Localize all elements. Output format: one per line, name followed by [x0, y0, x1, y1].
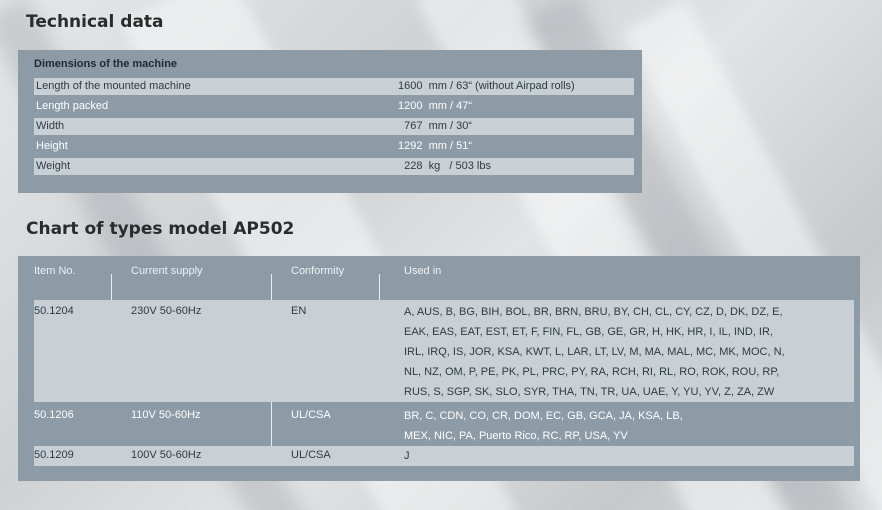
used-in-line: EAK, EAS, EAT, EST, ET, F, FIN, FL, GB, GE, GR, H, HK, HR, I, IL, IND, IR, — [404, 326, 773, 338]
used-in-line: NL, NZ, OM, P, PE, PK, PL, PRC, PY, RA, RCH, RI, RL, RO, ROK, ROU, RP, — [404, 366, 780, 378]
dimensions-panel — [18, 50, 642, 193]
dimension-label: Width — [36, 120, 65, 132]
used-in-line: RUS, S, SGP, SK, SLO, SYR, THA, TN, TR, UA, UAE, Y, YU, YV, Z, ZA, ZW — [404, 386, 775, 398]
dimension-value: 228 kg / 503 lbs — [398, 160, 491, 172]
conformity: UL/CSA — [291, 409, 331, 421]
current-supply: 100V 50-60Hz — [131, 449, 202, 461]
used-in-line: J — [404, 450, 410, 462]
technical-data-title: Technical data — [26, 12, 164, 32]
used-in-line: IRL, IRQ, IS, JOR, KSA, KWT, L, LAR, LT, LV, M, MA, MAL, MC, MK, MOC, N, — [404, 346, 785, 358]
dimension-label: Length of the mounted machine — [36, 80, 191, 92]
dimension-value: 1292 mm / 51“ — [398, 140, 472, 152]
item-number: 50.1206 — [34, 409, 74, 421]
header-item-no: Item No. — [34, 265, 76, 277]
dimensions-row — [34, 138, 634, 155]
header-current-supply: Current supply — [131, 265, 203, 277]
dimensions-row — [34, 78, 634, 95]
table-row — [34, 404, 854, 446]
conformity: UL/CSA — [291, 449, 331, 461]
used-in-countries — [404, 406, 852, 446]
dimensions-row — [34, 118, 634, 135]
dimension-label: Height — [36, 140, 68, 152]
header-conformity: Conformity — [291, 265, 345, 277]
dimensions-row — [34, 98, 634, 115]
column-divider — [111, 274, 112, 300]
current-supply: 110V 50-60Hz — [131, 409, 201, 421]
used-in-line: MEX, NIC, PA, Puerto Rico, RC, RP, USA, YV — [404, 430, 628, 442]
used-in-line: A, AUS, B, BG, BIH, BOL, BR, BRN, BRU, BY, CH, CL, CY, CZ, D, DK, DZ, E, — [404, 306, 783, 318]
dimensions-heading: Dimensions of the machine — [34, 58, 178, 70]
dimensions-row — [34, 158, 634, 175]
current-supply: 230V 50-60Hz — [131, 305, 202, 317]
header-used-in: Used in — [404, 265, 442, 277]
dimension-value: 1600 mm / 63“ (without Airpad rolls) — [398, 80, 575, 92]
table-row — [34, 446, 854, 466]
table-row — [34, 300, 854, 402]
dimension-value: 1200 mm / 47“ — [398, 100, 472, 112]
conformity: EN — [291, 305, 307, 317]
chart-of-types-title: Chart of types model AP502 — [26, 219, 295, 239]
types-table-panel — [18, 256, 860, 481]
used-in-line: BR, C, CDN, CO, CR, DOM, EC, GB, GCA, JA, KSA, LB, — [404, 410, 683, 422]
dimension-value: 767 mm / 30“ — [398, 120, 472, 132]
used-in-countries — [404, 302, 852, 402]
dimension-label: Weight — [36, 160, 71, 172]
item-number: 50.1209 — [34, 449, 74, 461]
used-in-countries — [404, 446, 852, 466]
dimension-label: Length packed — [36, 100, 109, 112]
item-number: 50.1204 — [34, 305, 74, 317]
